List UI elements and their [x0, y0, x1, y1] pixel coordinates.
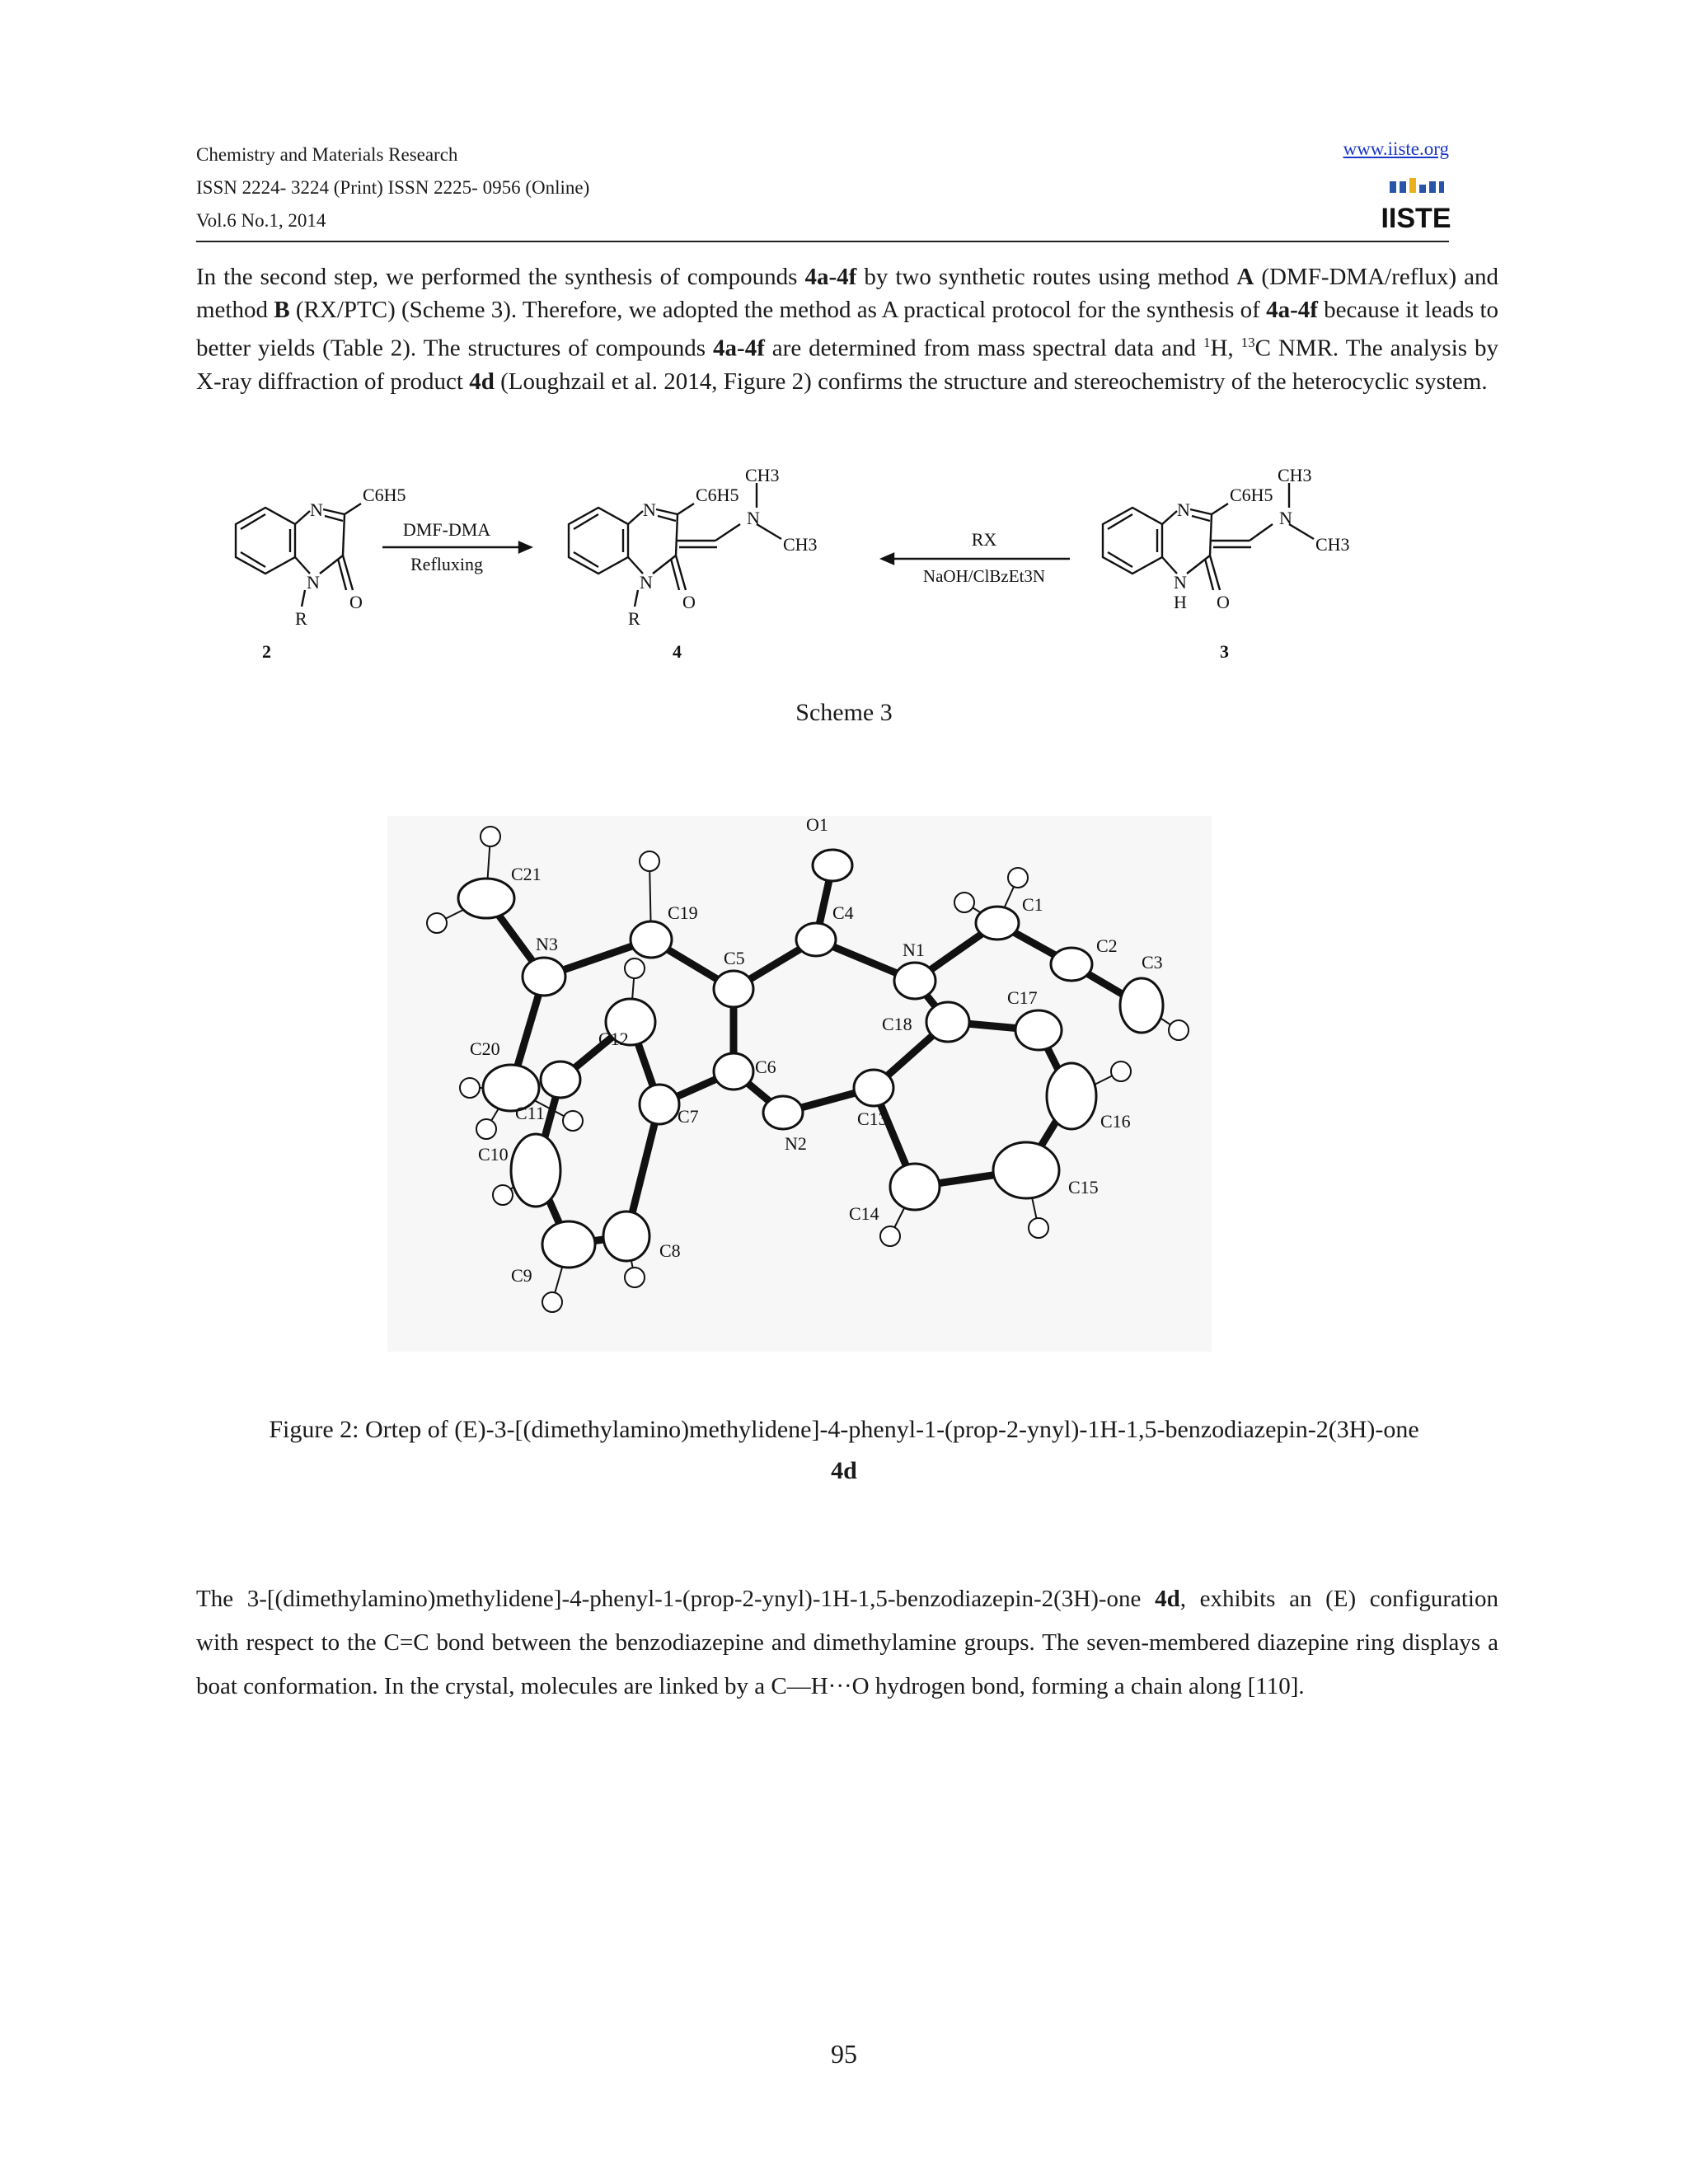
- svg-text:C9: C9: [511, 1265, 532, 1286]
- svg-text:C18: C18: [882, 1014, 912, 1034]
- svg-text:C10: C10: [478, 1144, 509, 1165]
- figure-caption-compound: 4d: [831, 1457, 857, 1484]
- journal-volume: Vol.6 No.1, 2014: [196, 210, 326, 231]
- svg-text:C20: C20: [470, 1038, 500, 1059]
- page-header: [196, 135, 1449, 242]
- svg-text:C21: C21: [511, 864, 542, 884]
- journal-issn: ISSN 2224- 3224 (Print) ISSN 2225- 0956 (Online): [196, 177, 590, 198]
- svg-text:O: O: [1217, 592, 1230, 612]
- compound-4: [569, 465, 818, 662]
- page-number: 95: [831, 2039, 857, 2069]
- figure-caption-text: Figure 2: Ortep of (E)-3-[(dimethylamino)methylidene]-4-phenyl-1-(prop-2-ynyl)-1H-1,5-benzodiazepin-2(3H)-one: [269, 1416, 1419, 1443]
- svg-text:C6H5: C6H5: [696, 485, 739, 505]
- svg-text:N: N: [310, 499, 323, 520]
- journal-meta: [196, 138, 589, 237]
- website-link[interactable]: www.iiste.org: [1343, 138, 1449, 159]
- result-paragraph: The 3-[(dimethylamino)methylidene]-4-phenyl-1-(prop-2-ynyl)-1H-1,5-benzodiazepin-2(3H)-one 4d, exhibits an (E) configuration with respect to the C=C bond between the benzodiazepine and dimethylamine groups. The seven-membered diazepine ring displays a boat conformation. In the crystal, molecules are linked by a C—H···O hydrogen bond, forming a chain along [110].: [196, 1586, 1498, 1699]
- svg-text:O1: O1: [806, 814, 828, 835]
- svg-text:C13: C13: [857, 1108, 888, 1129]
- svg-text:N1: N1: [903, 940, 925, 960]
- svg-text:C19: C19: [668, 902, 698, 923]
- svg-text:C1: C1: [1022, 894, 1043, 915]
- svg-text:C11: C11: [515, 1103, 545, 1123]
- svg-text:CH3: CH3: [1315, 534, 1350, 555]
- compound-2: [236, 485, 406, 662]
- svg-text:H: H: [1174, 592, 1187, 612]
- svg-text:C5: C5: [724, 948, 745, 968]
- svg-text:N3: N3: [536, 934, 558, 954]
- svg-text:CH3: CH3: [783, 534, 818, 555]
- svg-text:CH3: CH3: [1278, 465, 1312, 485]
- reaction-scheme: [196, 458, 1449, 681]
- ortep-figure: [387, 816, 1212, 1352]
- svg-text:N: N: [640, 572, 653, 593]
- svg-text:C8: C8: [659, 1240, 681, 1261]
- svg-text:C4: C4: [832, 902, 854, 923]
- iiste-logo: [1381, 173, 1451, 236]
- svg-text:C2: C2: [1096, 935, 1118, 956]
- svg-text:N: N: [1174, 572, 1187, 593]
- compound-3: [1103, 465, 1350, 662]
- arrow-dmf-dma: [382, 519, 531, 574]
- svg-text:C14: C14: [849, 1203, 879, 1224]
- svg-text:IISTE: IISTE: [1381, 203, 1451, 234]
- svg-text:C3: C3: [1142, 952, 1163, 972]
- svg-text:C6H5: C6H5: [1230, 485, 1273, 505]
- svg-text:RX: RX: [971, 529, 997, 550]
- header-divider: [196, 241, 1449, 242]
- svg-text:C17: C17: [1007, 987, 1038, 1008]
- figure-caption: [0, 1409, 1688, 1492]
- svg-text:CH3: CH3: [745, 465, 780, 485]
- svg-text:4: 4: [673, 641, 682, 662]
- svg-text:C12: C12: [598, 1029, 629, 1049]
- journal-name: Chemistry and Materials Research: [196, 144, 458, 165]
- svg-text:Refluxing: Refluxing: [410, 554, 483, 574]
- svg-text:N: N: [1279, 508, 1292, 528]
- svg-text:C7: C7: [678, 1106, 699, 1127]
- svg-text:R: R: [295, 608, 307, 629]
- svg-text:R: R: [628, 608, 640, 629]
- svg-text:DMF-DMA: DMF-DMA: [402, 519, 491, 540]
- svg-text:N2: N2: [785, 1133, 807, 1154]
- arrow-rx: [882, 529, 1070, 586]
- svg-text:N: N: [307, 572, 320, 593]
- svg-text:O: O: [349, 592, 363, 612]
- svg-text:C6H5: C6H5: [363, 485, 406, 505]
- svg-text:2: 2: [262, 641, 271, 662]
- svg-text:N: N: [643, 499, 656, 520]
- svg-text:N: N: [747, 508, 760, 528]
- svg-text:C15: C15: [1068, 1177, 1099, 1197]
- intro-paragraph: In the second step, we performed the synthesis of compounds 4a-4f by two synthetic routes using method A (DMF-DMA/reflux) and method B (RX/PTC) (Scheme 3). Therefore, we adopted the method as A practical protocol for the synthesis of 4a-4f because it leads to better yields (Table 2). The structures of compounds 4a-4f are determined from mass spectral data and $^1$H, $^{13}$C NMR. The analysis by X-ray diffraction of product 4d (Loughzail et al. 2014, Figure 2) confirms the structure and stereochemistry of the heterocyclic system.: [196, 264, 1499, 395]
- svg-text:O: O: [682, 592, 696, 612]
- svg-text:N: N: [1177, 499, 1190, 520]
- svg-text:C6: C6: [755, 1057, 776, 1077]
- scheme-caption: Scheme 3: [795, 699, 893, 726]
- svg-text:3: 3: [1220, 641, 1229, 662]
- svg-text:NaOH/ClBzEt3N: NaOH/ClBzEt3N: [922, 566, 1046, 586]
- svg-text:C16: C16: [1100, 1111, 1131, 1132]
